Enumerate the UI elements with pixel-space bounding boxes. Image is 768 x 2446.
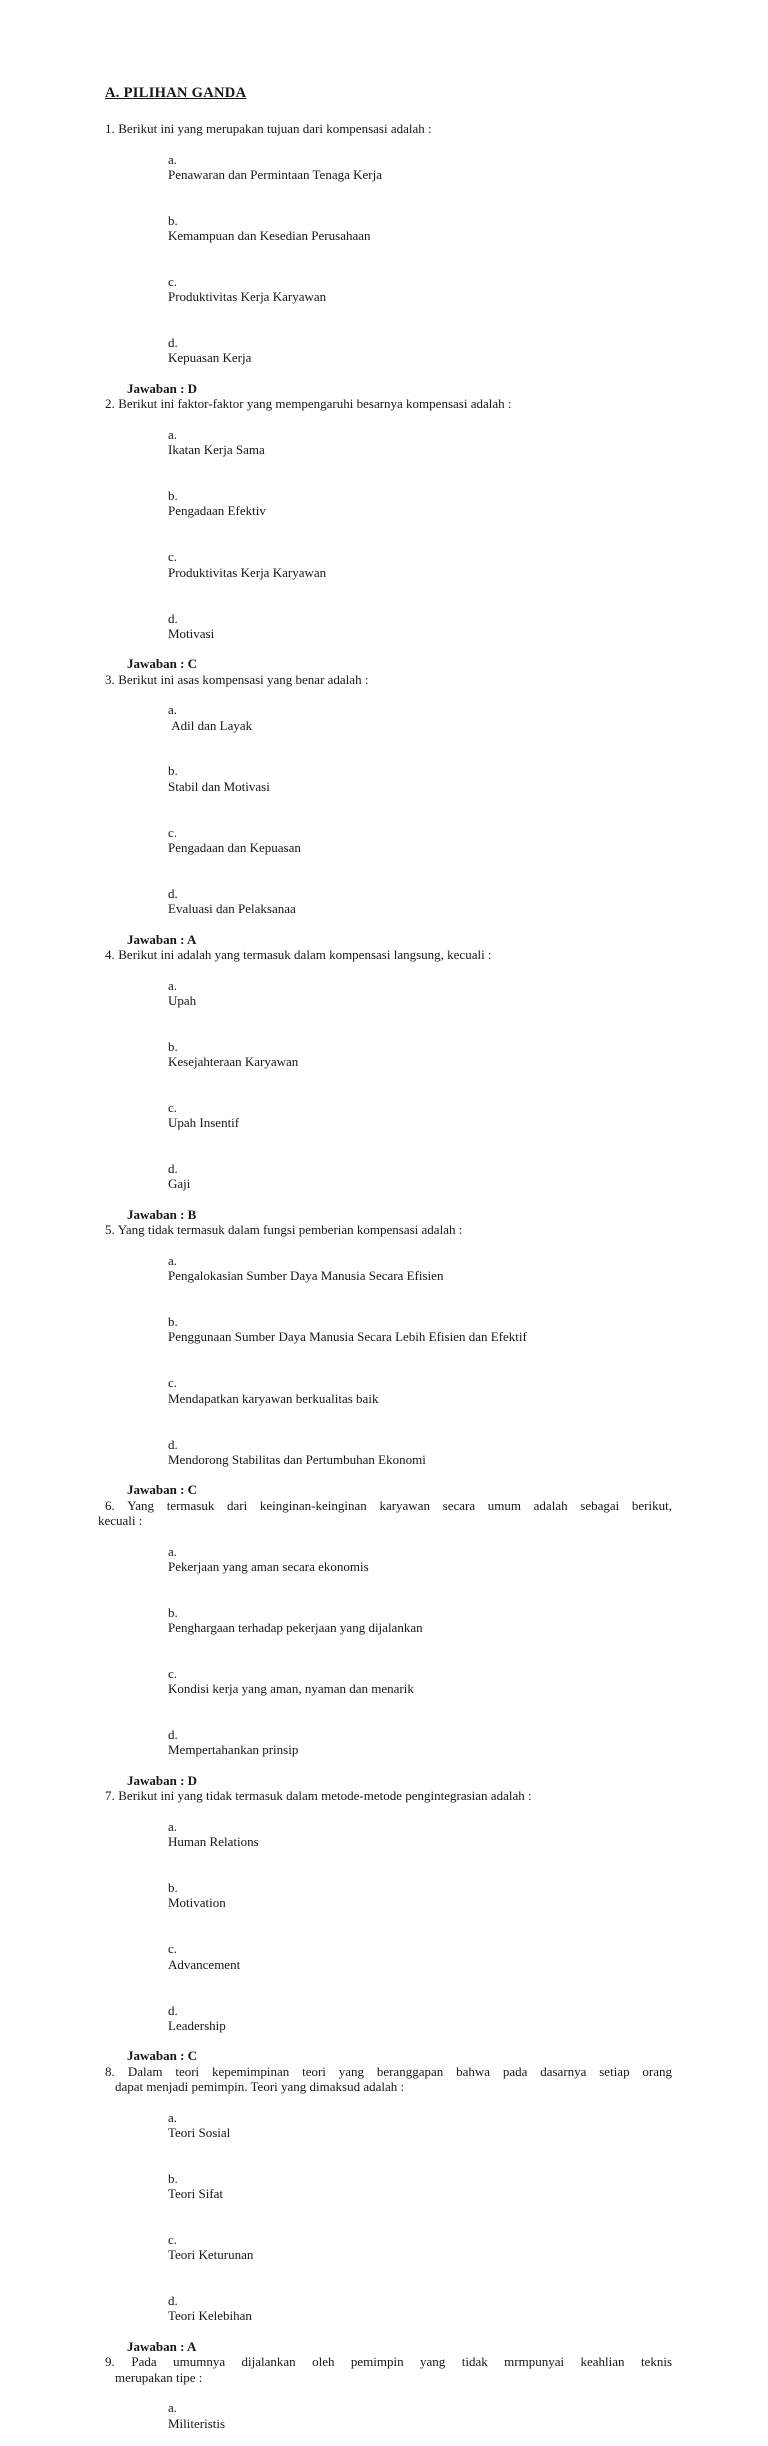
- option-letter: b.: [168, 1038, 178, 1054]
- question-number: 9.: [105, 2354, 115, 2370]
- question-number: 3.: [105, 671, 115, 687]
- option: [98, 1651, 672, 1712]
- option-letter: a.: [168, 1252, 178, 1268]
- option-letter: c.: [168, 1100, 178, 1115]
- question-text-line-1: Berikut ini faktor-faktor yang mempengaruhi besarnya kompensasi adalah :: [118, 396, 512, 412]
- option-letter: d.: [168, 335, 178, 351]
- option-letter: b.: [168, 763, 178, 779]
- question-text-line-1: Yang termasuk dari keinginan-keinginan karyawan secara umum adalah sebagai berikut,: [127, 1497, 672, 1513]
- question-text: [98, 396, 672, 411]
- question-text-line-1: Berikut ini adalah yang termasuk dalam kompensasi langsung, kecuali :: [118, 947, 492, 963]
- answer-line: Jawaban : C: [127, 2048, 198, 2064]
- question-text-line-2: merupakan tipe :: [115, 2369, 203, 2385]
- answer-line: Jawaban : A: [127, 931, 197, 947]
- option-letter: b.: [168, 1604, 178, 1620]
- option: [98, 534, 672, 595]
- option-letter: d.: [168, 2002, 178, 2018]
- question-text-line-1: Berikut ini yang tidak termasuk dalam metode-metode pengintegrasian adalah :: [118, 1788, 532, 1804]
- option-letter: c.: [168, 1941, 178, 1957]
- option-letter: b.: [168, 1880, 178, 1896]
- question-number: 2.: [105, 396, 115, 412]
- option-letter: a.: [168, 1818, 178, 1834]
- option-letter: a.: [168, 977, 178, 993]
- option: [98, 962, 672, 1023]
- option-text: Pengadaan Efektiv: [168, 503, 266, 519]
- option: [98, 1987, 672, 2048]
- question: [98, 121, 672, 396]
- option-text: Mendorong Stabilitas dan Pertumbuhan Ekonomi: [168, 1451, 426, 1467]
- exam-section-title: A. PILIHAN GANDA: [105, 85, 247, 101]
- question-text-line-1: Pada umumnya dijalankan oleh pemimpin yang tidak mrmpunyai keahlian teknis: [131, 2354, 672, 2370]
- option: [98, 809, 672, 870]
- option-text: Upah Insentif: [168, 1115, 240, 1131]
- question-text: [98, 2064, 672, 2079]
- option-letter: d.: [168, 885, 178, 901]
- option-text: Stabil dan Motivasi: [168, 778, 270, 794]
- question: [98, 2354, 672, 2446]
- option-text: Produktivitas Kerja Karyawan: [168, 289, 327, 305]
- option-text: Kepuasan Kerja: [168, 350, 252, 366]
- option-text: Upah: [168, 992, 197, 1008]
- option: [98, 871, 672, 932]
- option: [98, 1146, 672, 1207]
- option-text: Militeristis: [168, 2415, 226, 2431]
- question: [98, 947, 672, 1222]
- question-number: 8.: [105, 2063, 115, 2079]
- option-letter: b.: [168, 488, 178, 504]
- option-letter: c.: [168, 824, 178, 840]
- question-number: 4.: [105, 947, 115, 963]
- option: [98, 595, 672, 656]
- answer-line: Jawaban : D: [127, 1773, 198, 1789]
- option: [98, 2217, 672, 2278]
- option: [98, 473, 672, 534]
- question: [98, 672, 672, 947]
- option: [98, 1085, 672, 1146]
- option-letter: d.: [168, 1436, 178, 1452]
- option: [98, 412, 672, 473]
- answer-line: Jawaban : C: [127, 656, 198, 672]
- option-letter: d.: [168, 610, 178, 626]
- answer-line: Jawaban : D: [127, 381, 198, 397]
- option-letter: d.: [168, 2293, 178, 2309]
- option-text: Ikatan Kerja Sama: [168, 442, 265, 458]
- option: [98, 1421, 672, 1482]
- option: [98, 1360, 672, 1421]
- question-text-line-2: dapat menjadi pemimpin. Teori yang dimaksud adalah :: [115, 2079, 405, 2094]
- answer-line: Jawaban : A: [127, 2339, 197, 2355]
- option-text: Penawaran dan Permintaan Tenaga Kerja: [168, 166, 382, 182]
- question: [98, 2064, 672, 2355]
- option-letter: c.: [168, 1665, 178, 1681]
- option-letter: a.: [168, 1543, 178, 1559]
- option: [98, 259, 672, 320]
- question: [98, 1498, 672, 1789]
- option-text: Mendapatkan karyawan berkualitas baik: [168, 1390, 379, 1406]
- option-text: Teori Sifat: [168, 2186, 224, 2202]
- option: [98, 1590, 672, 1651]
- option-text: Kondisi kerja yang aman, nyaman dan menarik: [168, 1681, 414, 1697]
- option: [98, 687, 672, 748]
- option: [98, 1712, 672, 1773]
- option-text: Pengalokasian Sumber Daya Manusia Secara Efisien: [168, 1268, 444, 1284]
- question-text: [98, 672, 672, 687]
- option-text: Penghargaan terhadap pekerjaan yang dijalankan: [168, 1620, 423, 1636]
- question-text-line-1: Dalam teori kepemimpinan teori yang beranggapan bahwa pada dasarnya setiap orang: [127, 2063, 673, 2079]
- option: [98, 197, 672, 258]
- option-text: Produktivitas Kerja Karyawan: [168, 564, 327, 580]
- option: [98, 2094, 672, 2155]
- option-text: Pengadaan dan Kepuasan: [168, 839, 301, 855]
- question-text: [98, 1788, 672, 1803]
- option: [98, 2278, 672, 2339]
- option-text: Gaji: [168, 1176, 191, 1192]
- option: [98, 748, 672, 809]
- question: [98, 1222, 672, 1497]
- question-text: [98, 947, 672, 962]
- option-letter: a.: [168, 2400, 178, 2416]
- option: [98, 136, 672, 197]
- option-text: Kesejahteraan Karyawan: [168, 1054, 299, 1070]
- answer-line: Jawaban : C: [127, 1482, 198, 1498]
- option-text: Leadership: [168, 2017, 226, 2033]
- option-letter: c.: [168, 1375, 178, 1391]
- question-text: [98, 2354, 672, 2369]
- question-text-line-1: Berikut ini asas kompensasi yang benar adalah :: [118, 671, 369, 687]
- option-letter: b.: [168, 212, 178, 228]
- question: [98, 396, 672, 671]
- question-text-line-2: kecuali :: [98, 1513, 143, 1529]
- question-text-line-1: Yang tidak termasuk dalam fungsi pemberian kompensasi adalah :: [117, 1222, 463, 1238]
- option: [98, 2385, 672, 2446]
- option-text: Advancement: [168, 1956, 241, 1972]
- option: [98, 1238, 672, 1299]
- option: [98, 1299, 672, 1360]
- option: [98, 1024, 672, 1085]
- option-letter: c.: [168, 273, 178, 289]
- option: [98, 320, 672, 381]
- option-text: Pekerjaan yang aman secara ekonomis: [168, 1558, 369, 1574]
- question-text: [98, 1498, 672, 1513]
- option-text: Teori Sosial: [168, 2124, 231, 2140]
- question-text-line-1: Berikut ini yang merupakan tujuan dari kompensasi adalah :: [118, 121, 432, 136]
- option-letter: d.: [168, 1727, 178, 1743]
- question-number: 1.: [105, 121, 115, 136]
- question-text: [98, 1222, 672, 1237]
- option-text: Teori Keturunan: [168, 2247, 254, 2263]
- option-letter: a.: [168, 702, 178, 718]
- option-letter: c.: [168, 549, 178, 565]
- option: [98, 2155, 672, 2216]
- question-number: 5.: [105, 1222, 115, 1238]
- question: [98, 1788, 672, 2063]
- option-letter: d.: [168, 1161, 178, 1177]
- question-number: 6.: [105, 1497, 115, 1513]
- question-number: 7.: [105, 1788, 115, 1804]
- option-letter: c.: [168, 2231, 178, 2247]
- option: [98, 1926, 672, 1987]
- option-text: Evaluasi dan Pelaksanaa: [168, 901, 296, 917]
- option-text: Penggunaan Sumber Daya Manusia Secara Lebih Efisien dan Efektif: [168, 1329, 527, 1345]
- question-text: [98, 121, 672, 136]
- option-letter: a.: [168, 426, 178, 442]
- option-text: Motivation: [168, 1895, 226, 1911]
- option-text: Adil dan Layak: [168, 717, 253, 733]
- option: [98, 1865, 672, 1926]
- option-letter: b.: [168, 1314, 178, 1330]
- option-text: Kemampuan dan Kesedian Perusahaan: [168, 228, 371, 244]
- option-text: Mempertahankan prinsip: [168, 1742, 299, 1758]
- option-text: Teori Kelebihan: [168, 2308, 252, 2324]
- answer-line: Jawaban : B: [127, 1207, 197, 1223]
- option: [98, 1804, 672, 1865]
- option-letter: a.: [168, 2109, 178, 2125]
- option: [98, 1528, 672, 1589]
- option-text: Motivasi: [168, 625, 215, 641]
- option-letter: b.: [168, 2170, 178, 2186]
- document-content: [98, 84, 672, 2446]
- option-letter: a.: [168, 151, 178, 167]
- option-text: Human Relations: [168, 1834, 259, 1850]
